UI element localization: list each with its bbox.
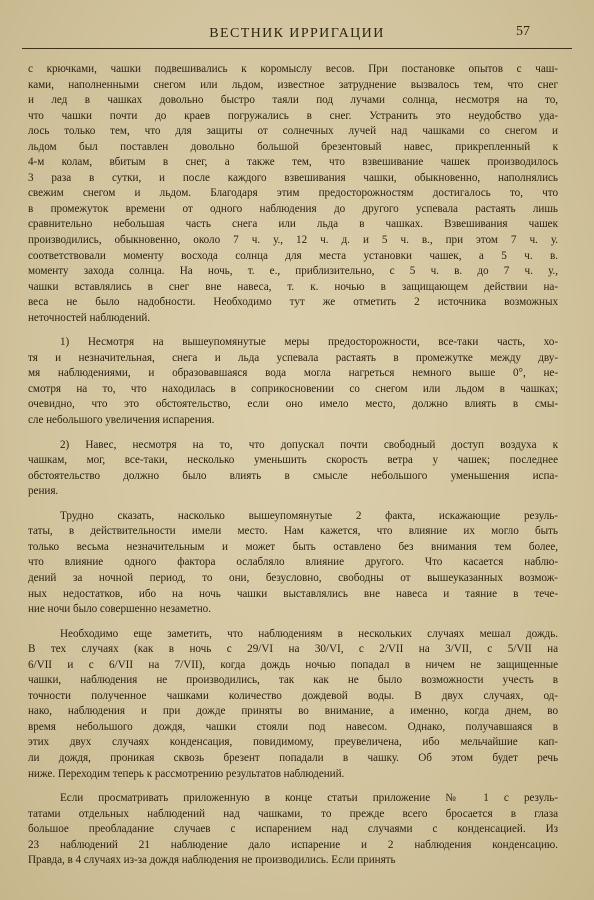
paragraph bbox=[28, 791, 558, 869]
text-line: Если просматривать приложенную в конце статьи приложение № 1 с резуль- bbox=[60, 792, 558, 805]
text-line: и лед в чашках довольно быстро таяли под лучами солнца, несмотря на то, bbox=[28, 94, 558, 107]
text-line: лось только тем, что для защиты от солнечных лучей над чашками со снегом и bbox=[28, 125, 558, 138]
text-line: что чашки почти до краев погружались в снег. Устранить это неудобство уда- bbox=[28, 109, 558, 122]
text-line: ние ночи было совершенно незаметно. bbox=[28, 603, 211, 616]
page-number: 57 bbox=[516, 24, 530, 39]
text-line: ли дождя, проникая сквозь брезент попадали в чашку. Об этом будет речь bbox=[28, 751, 558, 764]
paragraph bbox=[28, 62, 558, 326]
paragraph-gap bbox=[28, 618, 558, 627]
text-line: очевидно, что это обстоятельство, если оно имело место, должно влиять в смы- bbox=[28, 398, 558, 411]
paragraph-gap bbox=[28, 326, 558, 335]
paragraph bbox=[28, 509, 558, 618]
header-rule bbox=[22, 48, 572, 49]
text-line: веса не было надобности. Необходимо тут же отметить 2 источника возможных bbox=[28, 296, 558, 309]
text-line: нако, наблюдения и при дожде приняты во внимание, а именно, когда днем, во bbox=[28, 705, 558, 718]
text-line: только весьма незначительным и может быть оставлено без внимания тем более, bbox=[28, 540, 558, 553]
paragraph-gap bbox=[28, 500, 558, 509]
text-line: ных недостатков, ибо на ночь чашки выставлялись вне навеса и таяние в тече- bbox=[28, 587, 558, 600]
text-line: Правда, в 4 случаях из-за дождя наблюдения не производились. Если принять bbox=[28, 854, 396, 867]
text-line: что влияние одного фактора ослабляло влияние другого. Что касается наблю- bbox=[28, 556, 558, 569]
text-line: чашки вставлялись в снег вне навеса, т. к. ночью в защищающем действии на- bbox=[28, 280, 558, 293]
text-line: производились, обыкновенно, около 7 ч. у., 12 ч. д. и 5 ч. в., при этом 7 ч. у. bbox=[28, 234, 558, 247]
body-text bbox=[28, 62, 558, 869]
text-line: 6/VII и с 6/VII на 7/VII), когда дождь ночью попадал в ничем не защищенные bbox=[28, 658, 558, 671]
text-line: дений за ночной период, то они, безусловно, свободны от вышеуказанных возмож- bbox=[28, 571, 558, 584]
paragraph bbox=[28, 438, 558, 500]
text-line: таты, в действительности имели место. Нам кажется, что влияние их могло быть bbox=[28, 525, 558, 538]
text-line: с крючками, чашки подвешивались к коромыслу весов. При постановке опытов с чаш- bbox=[28, 63, 558, 75]
text-line: 1) Несмотря на вышеупомянутые меры предосторожности, все-таки часть, хо- bbox=[60, 336, 558, 349]
text-line: время небольшого дождя, чашки стояли под навесом. Однако, получавшаяся в bbox=[28, 720, 558, 733]
text-line: свежим снегом и льдом. Благодаря этим предосторожностям достигалось то, что bbox=[28, 187, 558, 200]
text-line: льдом был поставлен довольно большой брезентовый навес, прикрепленный к bbox=[28, 140, 558, 153]
paragraph bbox=[28, 627, 558, 782]
text-line: соответствовали моменту восхода солнца для места установки чашек, а 5 ч. в. bbox=[28, 249, 558, 262]
text-line: обстоятельство должно было влиять в смысле небольшого уменьшения испа- bbox=[28, 469, 558, 482]
text-line: чашки, наблюдения не производились, так как не было возможности учесть в bbox=[28, 674, 558, 687]
text-line: Необходимо еще заметить, что наблюдениям в нескольких случаях мешал дождь. bbox=[60, 627, 558, 640]
page-header bbox=[0, 0, 594, 52]
text-line: смотря на то, что находилась в соприкосновении со снегом или льдом в чашках; bbox=[28, 382, 558, 395]
text-line: ками, наполненными снегом или льдом, известное затруднение вызвалось тем, что снег bbox=[28, 78, 558, 91]
text-line: неточностей наблюдений. bbox=[28, 311, 151, 324]
text-line: сле небольшого увеличения испарения. bbox=[28, 414, 215, 427]
text-line: 23 наблюдений 21 наблюдение дало испарение и 2 наблюдения конденсацию. bbox=[28, 838, 558, 851]
text-line: 3 раза в сутки, и после каждого взвешивания чашки, обыкновенно, наполнялись bbox=[28, 171, 558, 184]
text-line: в промежуток времени от одного наблюдения до другого успевала растаять лишь bbox=[28, 202, 558, 215]
text-line: моменту захода солнца. На ночь, т. е., приблизительно, с 5 ч. в. до 7 ч. у., bbox=[28, 265, 558, 278]
text-line: 4-м колам, вбитым в снег, а также тем, что взвешивание чашек производилось bbox=[28, 156, 558, 169]
running-title: ВЕСТНИК ИРРИГАЦИИ bbox=[209, 26, 385, 41]
paragraph-gap bbox=[28, 429, 558, 438]
text-line: 2) Навес, несмотря на то, что допускал почти свободный доступ воздуха к bbox=[60, 438, 558, 451]
text-line: татами отдельных наблюдений над чашками, то прежде всего бросается в глаза bbox=[28, 807, 558, 820]
text-line: тя и незначительная, снега и льда успевала растаять в промежутке между дву- bbox=[28, 351, 558, 364]
text-line: В тех случаях (как в ночь с 29/VI на 30/VI, с 2/VII на 3/VII, с 5/VII на bbox=[28, 643, 558, 656]
text-line: большое преобладание случаев с испарением над случаями с конденсацией. Из bbox=[28, 823, 558, 836]
text-line: сравнительно небольшая часть снега или льда в чашках. Взвешивания чашек bbox=[28, 218, 558, 231]
paragraph-gap bbox=[28, 782, 558, 791]
text-line: рения. bbox=[28, 485, 59, 498]
text-line: чашкам, мог, все-таки, несколько уменьшить скорость ветра у чашек; последнее bbox=[28, 454, 558, 467]
paragraph bbox=[28, 335, 558, 428]
text-line: мя наблюдениями, и образовавшаяся вода могла нагреться немного выше 0°, не- bbox=[28, 367, 558, 380]
text-line: точности полученное чашками количество дождевой воды. В двух случаях, од- bbox=[28, 689, 558, 702]
text-line: Трудно сказать, насколько вышеупомянутые 2 факта, искажающие резуль- bbox=[60, 509, 558, 522]
text-line: этих двух случаях конденсация, повидимому, преувеличена, ибо мельчайшие кап- bbox=[28, 736, 558, 749]
text-line: ниже. Переходим теперь к рассмотрению результатов наблюдений. bbox=[28, 767, 345, 780]
